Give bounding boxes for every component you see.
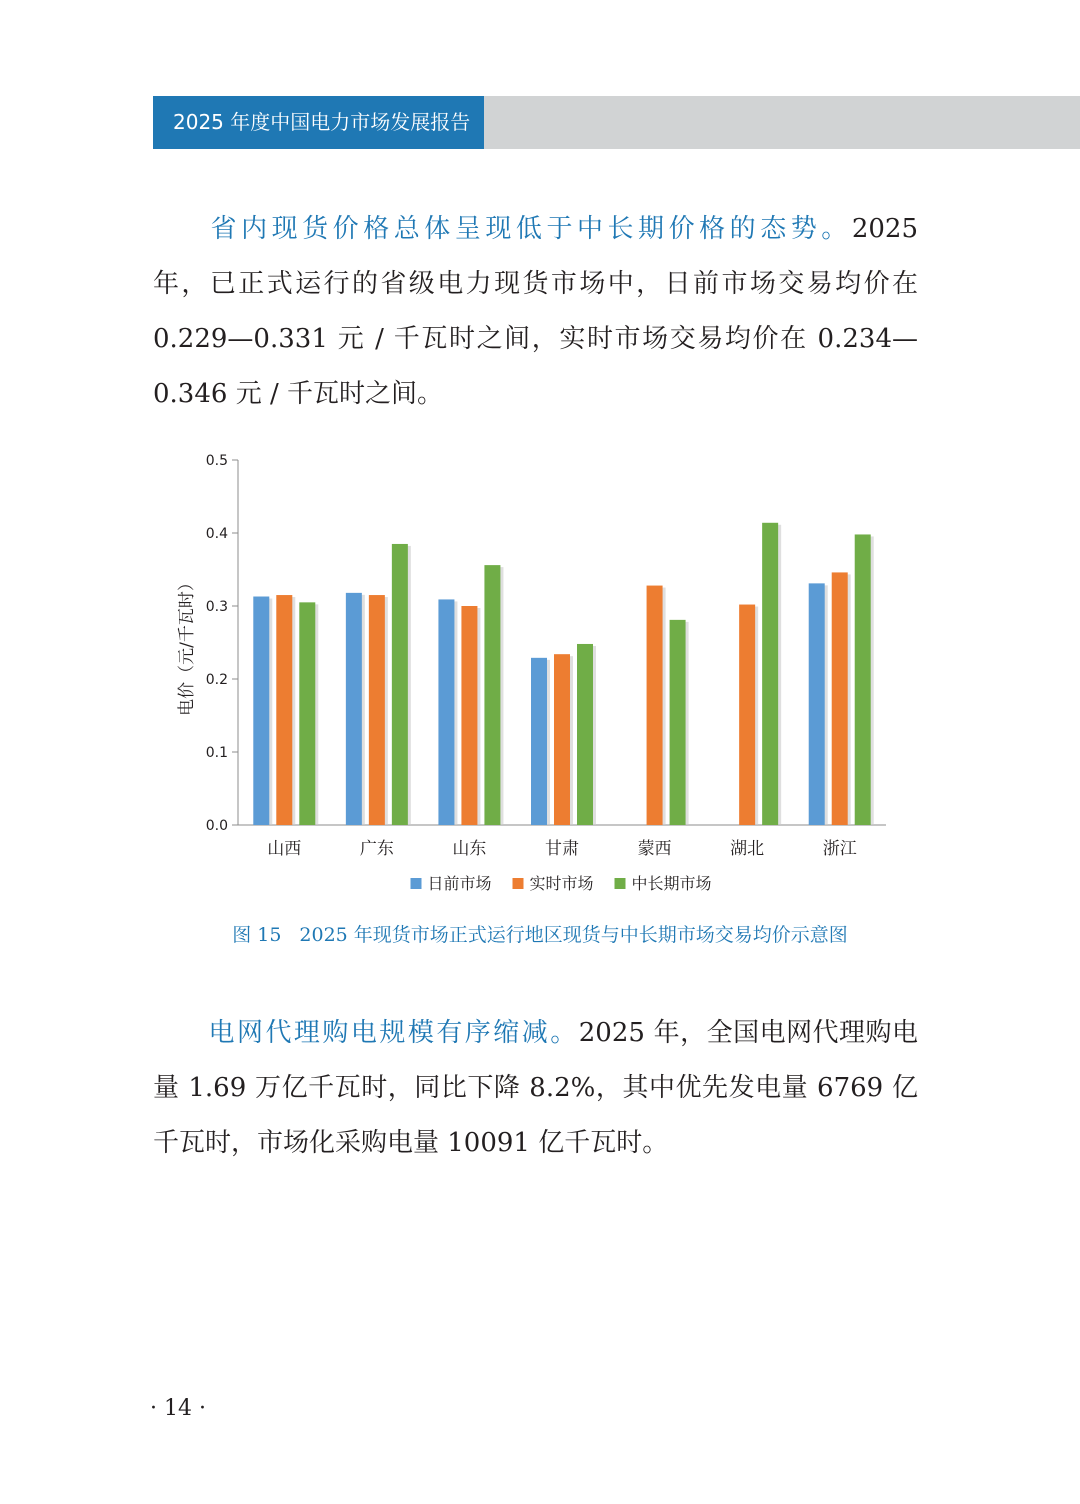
legend-label: 日前市场 [427,874,492,893]
bar [299,602,315,825]
page-number: · 14 · [150,1396,206,1421]
bar [531,658,547,825]
bar [369,595,385,825]
x-tick-label: 湖北 [730,839,765,859]
paragraph-spot-prices [153,202,918,422]
legend-label: 实时市场 [529,874,594,893]
y-axis-label: 电价（元/千瓦时） [177,574,197,716]
y-tick-label: 0.0 [205,818,228,834]
bar [855,534,871,825]
x-tick-label: 浙江 [822,839,857,859]
y-tick-label: 0.1 [205,745,228,761]
y-tick-label: 0.5 [205,453,228,469]
legend-swatch [615,878,626,889]
y-tick-label: 0.2 [205,672,228,688]
x-tick-label: 蒙西 [637,839,672,859]
paragraph-lead: 省内现货价格总体呈现低于中长期价格的态势。 [208,214,852,244]
bar [461,606,477,825]
y-tick-label: 0.4 [205,526,228,542]
bar [253,597,269,825]
bar [832,572,848,825]
price-bar-chart [150,440,910,910]
figure-number: 图 15 [232,924,282,946]
bar [739,605,755,825]
bar [670,620,686,825]
bar [276,595,292,825]
x-axis [238,825,886,859]
y-axis [206,453,238,834]
x-tick-label: 广东 [359,839,394,859]
paragraph-body: 2025 年，已正式运行的省级电力现货市场中，日前市场交易均价在 0.229—0.331 元 / 千瓦时之间，实时市场交易均价在 0.234—0.346 元 / 千瓦时之间。 [153,214,918,409]
bar [554,654,570,825]
bar [647,586,663,825]
legend-swatch [513,878,524,889]
x-tick-label: 山西 [267,839,302,859]
legend-label: 中长期市场 [631,874,712,893]
figure-caption-text: 2025 年现货市场正式运行地区现货与中长期市场交易均价示意图 [299,924,848,946]
bar [809,583,825,825]
bar [762,523,778,825]
bars [253,523,873,825]
x-tick-label: 甘肃 [545,839,579,859]
bar [484,565,500,825]
paragraph-body: 2025 年，全国电网代理购电量 1.69 万亿千瓦时，同比下降 8.2%，其中优先发电量 6769 亿千瓦时，市场化采购电量 10091 亿千瓦时。 [153,1018,918,1158]
report-title: 2025 年度中国电力市场发展报告 [153,96,484,149]
paragraph-grid-proxy [153,1006,918,1171]
bar [346,593,362,825]
bar [392,544,408,825]
figure-caption [0,920,1080,947]
y-tick-label: 0.3 [205,599,228,615]
bar [577,644,593,825]
legend-swatch [411,878,422,889]
paragraph-lead: 电网代理购电规模有序缩减。 [208,1018,579,1048]
legend [411,874,712,893]
x-tick-label: 山东 [452,839,487,859]
bar [438,599,454,825]
